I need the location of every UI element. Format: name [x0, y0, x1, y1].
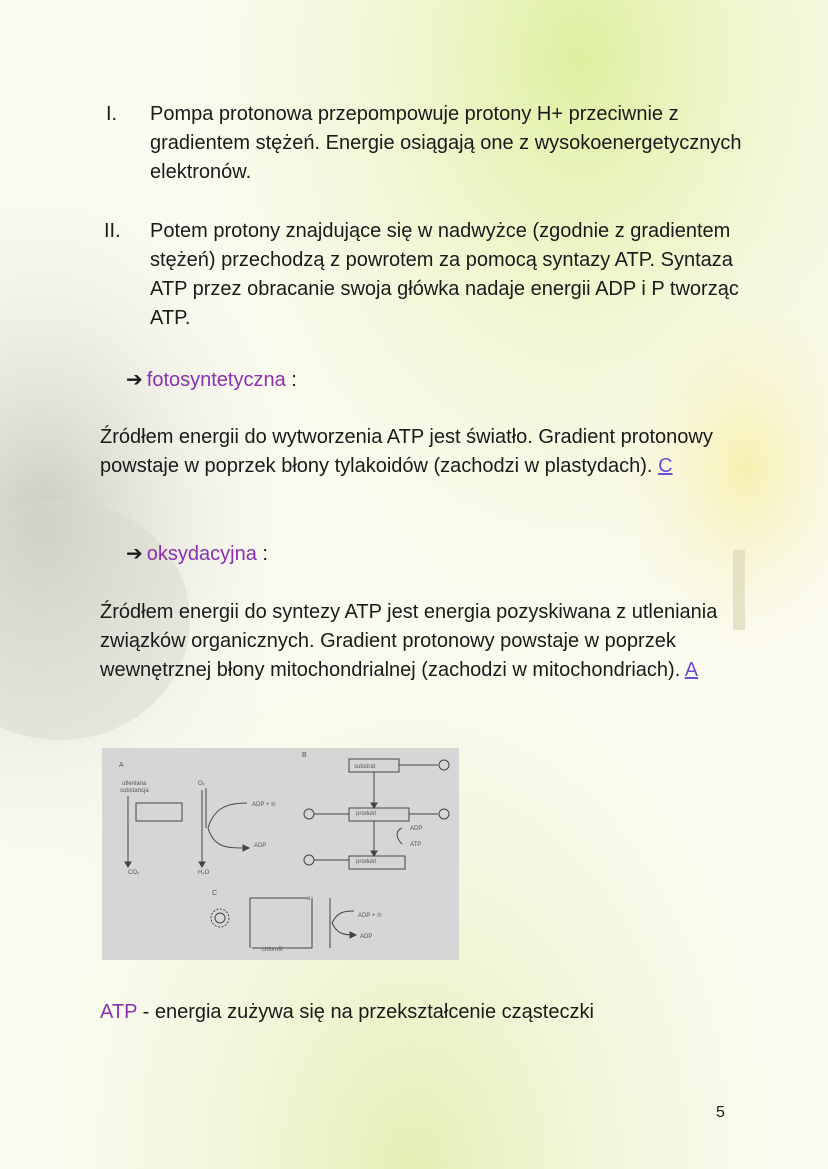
arrow-right-icon: ➔ — [126, 369, 143, 391]
label-adp: ADP — [254, 843, 267, 849]
item-number: II. — [104, 220, 121, 242]
label-produkt: produkt — [356, 859, 377, 865]
paragraph-text: Źródłem energii do syntezy ATP jest energia pozyskiwana z utleniania związków organicznych. Gradient protonowy powstaje w poprzek wewnętrznej błony mitochondrialnej (zachodzi w mitochondriach). — [100, 601, 718, 681]
figure-ref-link[interactable]: C — [658, 455, 673, 477]
label-utleniana: utleniana — [122, 781, 147, 787]
label-substrat: substrat — [354, 764, 376, 770]
atp-diagram — [102, 748, 459, 960]
atp-term: ATP — [100, 1001, 138, 1023]
paragraph — [100, 598, 740, 685]
label-b: B — [302, 752, 307, 759]
section-heading — [126, 540, 268, 569]
footer-text: - energia zużywa się na przekształcenie cząsteczki — [137, 1001, 594, 1023]
label-o2: O₂ — [198, 781, 205, 787]
figure-ref-link[interactable]: A — [684, 659, 699, 681]
arrow-right-icon: ➔ — [126, 543, 143, 565]
footer-line — [100, 998, 780, 1027]
section-colon: : — [285, 369, 297, 391]
item-text: Pompa protonowa przepompowuje protony H+ przeciwnie z gradientem stężeń. Energie osiągają one z wysokoenergetycznych elektronów. — [150, 103, 742, 183]
label-chlorofil: chlorofil — [262, 947, 283, 953]
paragraph-text: Źródłem energii do wytworzenia ATP jest światło. Gradient protonowy powstaje w poprzek błony tylakoidów (zachodzi w plastydach). — [100, 426, 713, 477]
paragraph — [100, 423, 740, 481]
label-a: A — [119, 762, 124, 769]
label-atp: ATP — [410, 842, 422, 848]
label-co2: CO₂ — [128, 870, 140, 876]
label-c: C — [212, 890, 218, 897]
section-title: fotosyntetyczna — [146, 369, 286, 391]
label-adp-p: ADP + ℗ — [252, 802, 276, 808]
section-colon: : — [256, 543, 268, 565]
section-title: oksydacyjna — [146, 543, 257, 565]
label-adp: ADP — [360, 934, 373, 940]
page-number: 5 — [716, 1104, 725, 1121]
item-number: I. — [106, 103, 118, 125]
item-text: Potem protony znajdujące się w nadwyżce (zgodnie z gradientem stężeń) przechodzą z powrotem za pomocą syntazy ATP. Syntaza ATP przez obracanie swoja główka nadaje energii ADP i P tworząc ATP. — [150, 220, 739, 329]
label-adp: ADP — [410, 826, 423, 832]
section-heading — [126, 366, 297, 395]
label-substancja: substancja — [120, 788, 149, 794]
label-h2o: H₂O — [198, 870, 210, 876]
label-adp-p: ADP + ℗ — [358, 913, 382, 919]
label-electron: e⁻ — [307, 896, 314, 902]
label-produkt: produkt — [356, 811, 377, 817]
